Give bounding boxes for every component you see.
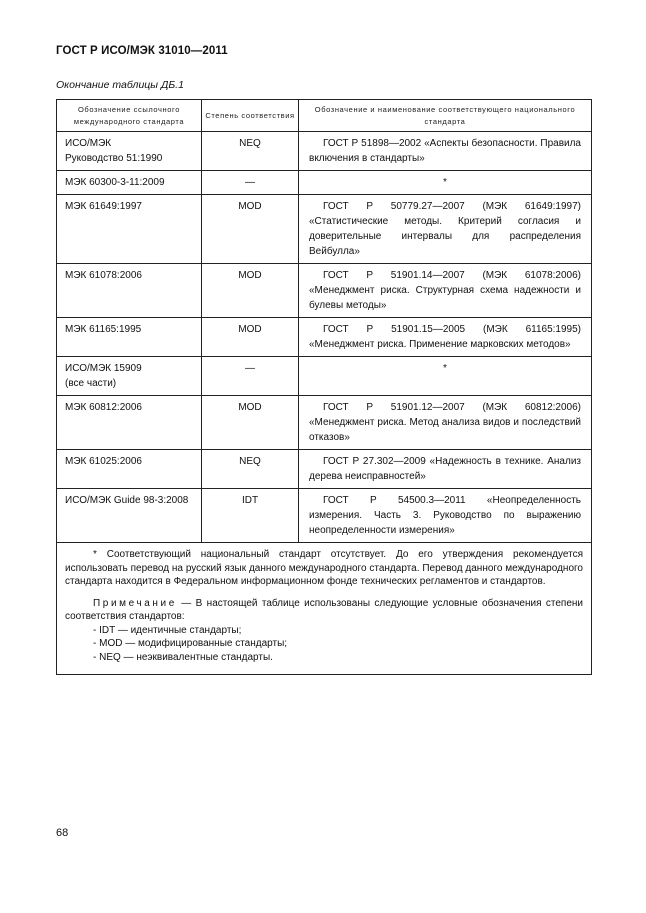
intl-standard-cell: МЭК 60812:2006: [57, 396, 202, 450]
table-notes: [57, 543, 592, 675]
degree-cell: —: [202, 171, 299, 195]
intl-standard-cell: МЭК 61078:2006: [57, 264, 202, 318]
national-standard-cell: ГОСТ Р 51898—2002 «Аспекты безопасности. Правила включения в стандарты»: [299, 132, 592, 171]
header-national-standard: Обозначение и наименование соответствующего национального стандарта: [299, 100, 592, 132]
footnote: * Соответствующий национальный стандарт отсутствует. До его утверждения рекомендуется использовать перевод на русский язык данного международного стандарта. Перевод данного международного стандарта находится в Федеральном информационном фонде технических регламентов и стандартов.: [65, 549, 583, 587]
table-row: [57, 396, 592, 450]
table-row: [57, 264, 592, 318]
national-standard-cell: *: [299, 357, 592, 396]
degree-cell: MOD: [202, 264, 299, 318]
national-standard-cell: ГОСТ Р 51901.12—2007 (МЭК 60812:2006) «Менеджмент риска. Метод анализа видов и последствий отказов»: [299, 396, 592, 450]
degree-cell: MOD: [202, 195, 299, 264]
note-paragraph: [65, 597, 583, 624]
table-row: [57, 450, 592, 489]
table-row: [57, 195, 592, 264]
header-intl-standard: Обозначение ссылочного международного стандарта: [57, 100, 202, 132]
table-row: [57, 318, 592, 357]
degree-cell: —: [202, 357, 299, 396]
national-standard-cell: ГОСТ Р 50779.27—2007 (МЭК 61649:1997) «Статистические методы. Критерий согласия и доверительные интервалы для распределения Вейбулла»: [299, 195, 592, 264]
national-standard-cell: ГОСТ Р 27.302—2009 «Надежность в технике. Анализ дерева неисправностей»: [299, 450, 592, 489]
intl-standard-cell: МЭК 61649:1997: [57, 195, 202, 264]
degree-cell: MOD: [202, 396, 299, 450]
intl-standard-cell: ИСО/МЭК Руководство 51:1990: [57, 132, 202, 171]
note-item: - IDT — идентичные стандарты;: [93, 624, 242, 636]
degree-cell: IDT: [202, 489, 299, 543]
degree-cell: NEQ: [202, 132, 299, 171]
national-standard-cell: *: [299, 171, 592, 195]
table-row: [57, 489, 592, 543]
note-text: — В настоящей таблице использованы следующие условные обозначения степени соответствия стандартов:: [65, 597, 583, 622]
national-standard-cell: ГОСТ Р 54500.3—2011 «Неопределенность измерения. Часть 3. Руководство по выражению неопределенности измерения»: [299, 489, 592, 543]
intl-standard-cell: ИСО/МЭК 15909 (все части): [57, 357, 202, 396]
national-standard-cell: ГОСТ Р 51901.14—2007 (МЭК 61078:2006) «Менеджмент риска. Структурная схема надежности и булевы методы»: [299, 264, 592, 318]
header-degree: Степень соответствия: [202, 100, 299, 132]
notes-row: [57, 543, 592, 675]
degree-cell: NEQ: [202, 450, 299, 489]
intl-standard-cell: МЭК 60300-3-11:2009: [57, 171, 202, 195]
document-header: ГОСТ Р ИСО/МЭК 31010—2011: [56, 45, 228, 57]
note-item: - MOD — модифицированные стандарты;: [93, 638, 288, 649]
table-row: [57, 171, 592, 195]
table-header-row: [57, 100, 592, 132]
degree-cell: MOD: [202, 318, 299, 357]
table-row: [57, 132, 592, 171]
intl-standard-cell: МЭК 61165:1995: [57, 318, 202, 357]
note-label: Примечание: [93, 597, 177, 609]
note-item: - NEQ — неэквивалентные стандарты.: [93, 651, 273, 663]
national-standard-cell: ГОСТ Р 51901.15—2005 (МЭК 61165:1995) «Менеджмент риска. Применение марковских методов»: [299, 318, 592, 357]
standards-table: [56, 99, 592, 675]
table-caption: Окончание таблицы ДБ.1: [56, 79, 184, 91]
intl-standard-cell: ИСО/МЭК Guide 98-3:2008: [57, 489, 202, 543]
table-row: [57, 357, 592, 396]
intl-standard-cell: МЭК 61025:2006: [57, 450, 202, 489]
page-number: 68: [56, 827, 69, 839]
